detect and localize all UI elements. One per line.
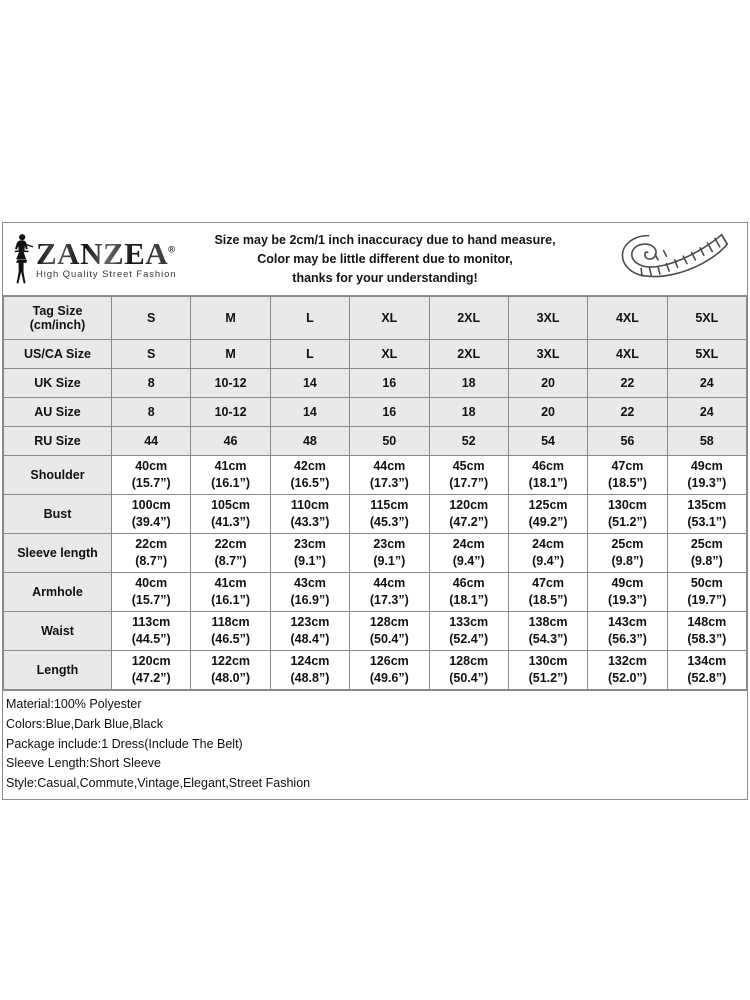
cell-bust-2xl: 120cm (47.2”) [429,495,508,534]
product-details [3,690,747,799]
cell-shoulder-2xl: 45cm (17.7”) [429,456,508,495]
cell-length-xl: 126cm (49.6”) [350,651,429,690]
cell-waist-s: 113cm (44.5”) [112,612,191,651]
table-body [4,297,747,690]
cell-tag-size-m: M [191,297,270,340]
cell-armhole-m: 41cm (16.1”) [191,573,270,612]
cell-ru-m: 46 [191,427,270,456]
cell-us-ca-3xl: 3XL [508,340,587,369]
notice-line-1: Size may be 2cm/1 inch inaccuracy due to hand measure, [214,232,556,247]
cell-uk-4xl: 22 [588,369,667,398]
measurement-notice [173,231,597,288]
cell-sleeve-length-s: 22cm (8.7”) [112,534,191,573]
row-label-bust: Bust [4,495,112,534]
cell-bust-4xl: 130cm (51.2”) [588,495,667,534]
cell-armhole-3xl: 47cm (18.5”) [508,573,587,612]
chart-header [3,223,747,296]
table-row [4,651,747,690]
cell-uk-s: 8 [112,369,191,398]
cell-waist-l: 123cm (48.4”) [270,612,349,651]
cell-armhole-xl: 44cm (17.3”) [350,573,429,612]
cell-ru-5xl: 58 [667,427,746,456]
cell-ru-s: 44 [112,427,191,456]
row-label-waist: Waist [4,612,112,651]
cell-uk-l: 14 [270,369,349,398]
row-label-armhole: Armhole [4,573,112,612]
cell-ru-4xl: 56 [588,427,667,456]
cell-uk-2xl: 18 [429,369,508,398]
table-row [4,612,747,651]
cell-sleeve-length-2xl: 24cm (9.4”) [429,534,508,573]
table-row [4,427,747,456]
cell-us-ca-4xl: 4XL [588,340,667,369]
cell-shoulder-l: 42cm (16.5”) [270,456,349,495]
cell-sleeve-length-5xl: 25cm (9.8”) [667,534,746,573]
row-label-au-size: AU Size [4,398,112,427]
notice-line-3: thanks for your understanding! [292,270,478,285]
cell-au-5xl: 24 [667,398,746,427]
cell-ru-xl: 50 [350,427,429,456]
woman-silhouette-icon [9,233,35,285]
cell-waist-2xl: 133cm (52.4”) [429,612,508,651]
detail-package: Package include:1 Dress(Include The Belt) [6,736,243,751]
cell-tag-size-l: L [270,297,349,340]
cell-armhole-5xl: 50cm (19.7”) [667,573,746,612]
cell-tag-size-2xl: 2XL [429,297,508,340]
row-label-us-ca-size: US/CA Size [4,340,112,369]
cell-bust-m: 105cm (41.3”) [191,495,270,534]
cell-au-2xl: 18 [429,398,508,427]
cell-au-l: 14 [270,398,349,427]
cell-sleeve-length-3xl: 24cm (9.4”) [508,534,587,573]
cell-au-4xl: 22 [588,398,667,427]
cell-ru-3xl: 54 [508,427,587,456]
cell-shoulder-5xl: 49cm (19.3”) [667,456,746,495]
brand-name: ZANZEA® [36,236,176,272]
cell-length-4xl: 132cm (52.0”) [588,651,667,690]
cell-us-ca-2xl: 2XL [429,340,508,369]
cell-tag-size-s: S [112,297,191,340]
cell-sleeve-length-m: 22cm (8.7”) [191,534,270,573]
cell-bust-xl: 115cm (45.3”) [350,495,429,534]
cell-shoulder-xl: 44cm (17.3”) [350,456,429,495]
cell-tag-size-4xl: 4XL [588,297,667,340]
cell-uk-m: 10-12 [191,369,270,398]
cell-armhole-4xl: 49cm (19.3”) [588,573,667,612]
cell-waist-xl: 128cm (50.4”) [350,612,429,651]
cell-us-ca-s: S [112,340,191,369]
cell-length-5xl: 134cm (52.8”) [667,651,746,690]
cell-sleeve-length-l: 23cm (9.1”) [270,534,349,573]
table-row [4,369,747,398]
detail-sleeve-length: Sleeve Length:Short Sleeve [6,756,161,771]
cell-waist-4xl: 143cm (56.3”) [588,612,667,651]
cell-uk-xl: 16 [350,369,429,398]
table-row [4,456,747,495]
cell-au-xl: 16 [350,398,429,427]
cell-ru-l: 48 [270,427,349,456]
cell-sleeve-length-xl: 23cm (9.1”) [350,534,429,573]
cell-us-ca-l: L [270,340,349,369]
cell-armhole-2xl: 46cm (18.1”) [429,573,508,612]
row-label-ru-size: RU Size [4,427,112,456]
cell-armhole-l: 43cm (16.9”) [270,573,349,612]
cell-us-ca-5xl: 5XL [667,340,746,369]
detail-material: Material:100% Polyester [6,697,142,711]
row-label-shoulder: Shoulder [4,456,112,495]
cell-waist-5xl: 148cm (58.3”) [667,612,746,651]
cell-tag-size-5xl: 5XL [667,297,746,340]
table-row [4,495,747,534]
cell-shoulder-m: 41cm (16.1”) [191,456,270,495]
row-label-uk-size: UK Size [4,369,112,398]
brand-tagline: High Quality Street Fashion [36,269,177,281]
row-label-tag-size [4,297,112,340]
row-label-sleeve-length: Sleeve length [4,534,112,573]
cell-shoulder-4xl: 47cm (18.5”) [588,456,667,495]
measuring-tape-icon [597,230,747,288]
cell-length-l: 124cm (48.8”) [270,651,349,690]
cell-shoulder-3xl: 46cm (18.1”) [508,456,587,495]
detail-style: Style:Casual,Commute,Vintage,Elegant,Street Fashion [6,776,311,790]
table-row [4,297,747,340]
notice-line-2: Color may be little different due to monitor, [257,251,513,266]
detail-colors: Colors:Blue,Dark Blue,Black [6,716,164,731]
tag-size-label-line1: Tag Size [32,304,83,318]
cell-length-3xl: 130cm (51.2”) [508,651,587,690]
cell-uk-3xl: 20 [508,369,587,398]
cell-us-ca-m: M [191,340,270,369]
cell-length-m: 122cm (48.0”) [191,651,270,690]
measurements-table [3,296,747,690]
brand-logo [3,233,177,285]
registered-mark: ® [168,244,176,255]
cell-tag-size-3xl: 3XL [508,297,587,340]
size-chart [2,222,748,800]
cell-armhole-s: 40cm (15.7”) [112,573,191,612]
cell-ru-2xl: 52 [429,427,508,456]
cell-us-ca-xl: XL [350,340,429,369]
table-row [4,573,747,612]
cell-au-3xl: 20 [508,398,587,427]
cell-shoulder-s: 40cm (15.7”) [112,456,191,495]
cell-au-m: 10-12 [191,398,270,427]
cell-length-s: 120cm (47.2”) [112,651,191,690]
cell-sleeve-length-4xl: 25cm (9.8”) [588,534,667,573]
cell-waist-m: 118cm (46.5”) [191,612,270,651]
tag-size-label-line2: (cm/inch) [29,318,86,332]
table-row [4,534,747,573]
table-row [4,398,747,427]
cell-uk-5xl: 24 [667,369,746,398]
cell-au-s: 8 [112,398,191,427]
cell-bust-5xl: 135cm (53.1”) [667,495,746,534]
cell-waist-3xl: 138cm (54.3”) [508,612,587,651]
cell-bust-s: 100cm (39.4”) [112,495,191,534]
cell-bust-l: 110cm (43.3”) [270,495,349,534]
row-label-length: Length [4,651,112,690]
cell-tag-size-xl: XL [350,297,429,340]
cell-bust-3xl: 125cm (49.2”) [508,495,587,534]
table-row [4,340,747,369]
cell-length-2xl: 128cm (50.4”) [429,651,508,690]
